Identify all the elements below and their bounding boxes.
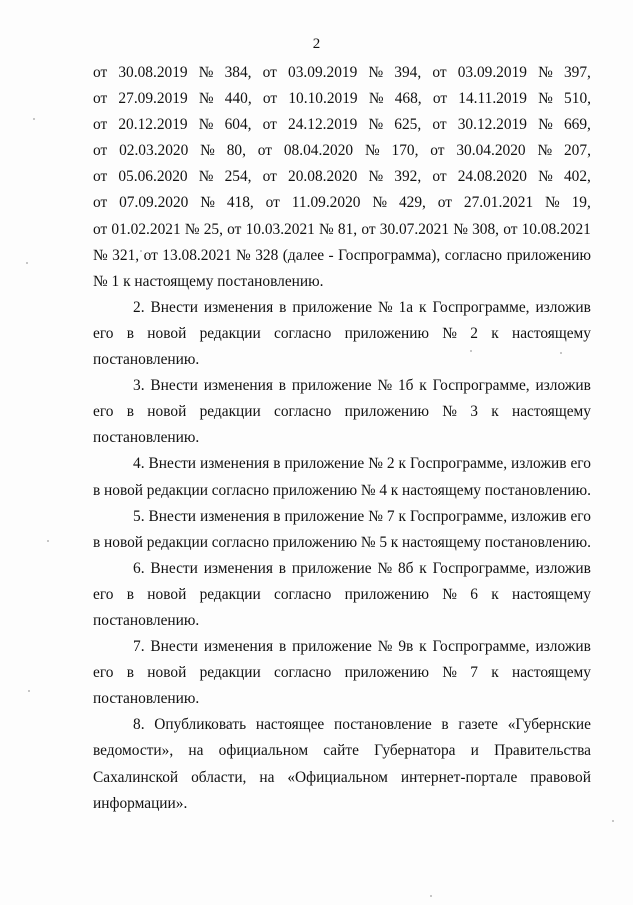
word: от [361, 220, 376, 238]
word: сайте [323, 742, 359, 760]
word: в [126, 585, 135, 603]
word: № [442, 664, 457, 682]
word: № [538, 116, 553, 134]
word: изменения [200, 507, 270, 525]
word: и [470, 742, 479, 760]
word: в [273, 507, 281, 525]
word: 05.06.2020 [118, 168, 188, 186]
word: 2 [470, 324, 478, 342]
item-line: постановлению. [93, 611, 200, 629]
item-line [93, 765, 591, 791]
word: к [419, 377, 427, 395]
word: в [93, 481, 101, 499]
word: его [570, 507, 591, 525]
word: Внести [150, 559, 198, 577]
word: 7. [133, 638, 145, 656]
word: приложение [284, 507, 365, 525]
word: № [368, 455, 383, 473]
word: в [278, 638, 287, 656]
word: 3. [133, 377, 145, 395]
word: на [259, 768, 275, 786]
word: редакции [199, 585, 261, 603]
word: № [377, 638, 393, 656]
word: 27.09.2019 [118, 90, 188, 108]
word: 20.12.2019 [118, 116, 188, 134]
word: к [419, 559, 427, 577]
word: от [265, 194, 280, 212]
word: изложив [535, 298, 591, 316]
word: на [188, 742, 204, 760]
word: приложению [506, 246, 591, 264]
word: 03.09.2019 [457, 64, 527, 81]
word: 81, [337, 220, 358, 238]
word: 254, [224, 168, 252, 186]
word: приложение [292, 298, 373, 316]
word: 6 [470, 585, 478, 603]
list-item [93, 295, 591, 373]
word: № [360, 481, 376, 499]
word: настоящему [511, 585, 591, 603]
item-line [93, 582, 591, 608]
word: 207, [563, 142, 591, 160]
word: согласно [211, 533, 270, 551]
item-line [93, 530, 591, 556]
item-line [93, 373, 591, 399]
word: согласно [211, 481, 270, 499]
word: приложение [291, 559, 372, 577]
word: постановлению. [484, 533, 591, 551]
word: от [262, 64, 277, 81]
scan-speck [140, 250, 142, 252]
word: 418, [226, 194, 254, 212]
word: в [93, 533, 101, 551]
word: в [441, 716, 449, 734]
word: Внести [148, 507, 197, 525]
word: Внести [150, 377, 198, 395]
word: Опубликовать [154, 716, 247, 734]
word: № [372, 194, 388, 212]
word: № [198, 64, 214, 81]
word: настоящему [511, 324, 591, 342]
word: № [538, 168, 553, 186]
word: 440, [224, 90, 252, 108]
word: 170, [391, 142, 419, 160]
word: 11.09.2020 [291, 194, 361, 212]
word: Внести [150, 638, 198, 656]
list-item [93, 373, 591, 451]
word: № [364, 142, 380, 160]
word: (далее [282, 246, 325, 264]
word: 20.08.2020 [288, 168, 358, 186]
word: новой [147, 324, 187, 342]
word: 30.08.2019 [118, 64, 188, 81]
word: от [432, 64, 447, 81]
word: 2. [133, 298, 145, 316]
word: от [257, 142, 273, 160]
word: № [200, 142, 215, 160]
word: изменения [203, 638, 274, 656]
word: 308, [472, 220, 500, 238]
word: от [437, 194, 452, 212]
item-line [93, 478, 591, 504]
word: 30.12.2019 [457, 116, 527, 134]
item-line [93, 712, 591, 738]
word: новой [147, 585, 187, 603]
word: в [126, 403, 135, 421]
word: Госпрограмма), [338, 246, 441, 264]
item-line: постановлению. [93, 690, 200, 708]
item-line [93, 738, 591, 764]
scan-speck [28, 690, 30, 692]
scan-speck [560, 352, 562, 354]
word: новой [147, 664, 187, 682]
word: в [279, 298, 287, 316]
word: изменения [203, 377, 273, 395]
word: 402, [563, 168, 591, 186]
word: редакции [199, 324, 261, 342]
word: 394, [394, 64, 422, 81]
scan-speck [47, 540, 49, 542]
item-line: постановлению. [93, 351, 200, 369]
word: его [93, 403, 114, 421]
word: Госпрограмме, [432, 298, 530, 316]
item-line [93, 321, 591, 347]
word: приложение [292, 638, 372, 656]
word: к [491, 324, 499, 342]
word: Госпрограмме, [432, 638, 530, 656]
word: Госпрограмме, [432, 559, 530, 577]
item-line: постановлению. [93, 429, 200, 447]
word: приложение [291, 377, 372, 395]
item-line [93, 504, 591, 530]
intro-line [93, 243, 591, 269]
word: его [93, 585, 114, 603]
word: № [360, 533, 376, 551]
item-line [93, 660, 591, 686]
item-8-paragraph [93, 712, 591, 816]
word: от [93, 64, 108, 81]
intro-line [93, 190, 591, 216]
word: 4 [379, 481, 388, 499]
word: 3 [470, 403, 478, 421]
word: от [262, 116, 277, 134]
word: приложению [272, 481, 358, 499]
list-item [93, 634, 591, 712]
page-number: 2 [312, 36, 321, 52]
word: настоящему [401, 533, 482, 551]
word: его [93, 664, 114, 682]
word: от [503, 220, 518, 238]
word: 13.08.2021 [162, 246, 232, 264]
word: настоящему [401, 481, 482, 499]
word: «Официальном [287, 768, 388, 786]
word: № [377, 559, 393, 577]
scan-speck [26, 262, 28, 264]
word: № [184, 220, 200, 238]
word: 24.12.2019 [288, 116, 358, 134]
word: № [236, 246, 251, 264]
word: изложив [535, 559, 591, 577]
word: «Губернские [507, 716, 591, 734]
word: 80, [226, 142, 246, 160]
word: Госпрограмме, [410, 455, 508, 473]
word: постановление [333, 716, 432, 734]
word: от [432, 116, 447, 134]
word: приложению [344, 324, 430, 342]
word: к [419, 298, 427, 316]
word: 7 [470, 664, 478, 682]
word: к [491, 664, 499, 682]
word: Внести [148, 455, 197, 473]
word: № [198, 168, 214, 186]
word: - [328, 246, 334, 264]
word: 321, [112, 246, 140, 264]
word: 30.04.2020 [456, 142, 526, 160]
word: № [442, 403, 457, 421]
word: изложив [535, 377, 591, 395]
word: № [453, 220, 468, 238]
word: № [368, 507, 383, 525]
word: № [538, 90, 553, 108]
word: редакции [146, 481, 208, 499]
word: от [227, 220, 242, 238]
word: 08.04.2020 [283, 142, 354, 160]
word: 02.03.2020 [119, 142, 189, 160]
word: 7 [386, 507, 395, 525]
word: приложению [344, 403, 430, 421]
word: № [442, 324, 457, 342]
intro-line [93, 86, 591, 112]
word: от [262, 90, 278, 108]
word: 30.07.2021 [379, 220, 450, 238]
word: приложение [284, 455, 365, 473]
word: 27.01.2021 [463, 194, 534, 212]
word: настоящее [255, 716, 325, 734]
word: изменения [203, 559, 273, 577]
word: № [377, 298, 393, 316]
word: № [93, 246, 108, 264]
word: 1а [398, 298, 414, 316]
word: 25, [203, 220, 223, 238]
word: № [537, 142, 553, 160]
word: редакции [146, 533, 208, 551]
word: 03.09.2019 [288, 64, 358, 81]
word: 2 [386, 455, 395, 473]
word: новой [147, 403, 187, 421]
word: к [419, 638, 427, 656]
word: к [390, 481, 399, 499]
word: от [93, 116, 108, 134]
word: 9в [398, 638, 414, 656]
word: его [570, 455, 591, 473]
word: от [93, 220, 108, 238]
word: приложению [344, 585, 430, 603]
word: настоящему [511, 664, 591, 682]
word: Губернатора [374, 742, 456, 760]
word: № [319, 220, 334, 238]
word: 4. [133, 455, 145, 473]
intro-line: № 1 к настоящему постановлению. [93, 272, 324, 290]
word: к [398, 455, 407, 473]
numbered-items [93, 295, 591, 713]
word: редакции [199, 403, 261, 421]
intro-line [93, 138, 591, 164]
item-line [93, 399, 591, 425]
word: от [143, 246, 158, 264]
word: от [432, 90, 448, 108]
word: в [126, 664, 135, 682]
word: № [198, 116, 214, 134]
word: 6. [133, 559, 145, 577]
word: 24.08.2020 [457, 168, 527, 186]
document-body [93, 60, 591, 817]
word: согласно [274, 664, 332, 682]
word: Госпрограмме, [410, 507, 508, 525]
word: 01.02.2021 [111, 220, 181, 238]
word: к [491, 585, 499, 603]
word: от [93, 194, 108, 212]
word: № [545, 194, 560, 212]
word: № [377, 377, 393, 395]
word: № [368, 64, 384, 81]
intro-line [93, 60, 591, 86]
word: в [126, 324, 135, 342]
word: от [262, 168, 277, 186]
word: 10.03.2021 [245, 220, 315, 238]
word: к [491, 403, 499, 421]
item-line [93, 451, 591, 477]
word: № [198, 90, 214, 108]
word: согласно [274, 403, 332, 421]
word: № [368, 168, 384, 186]
word: 10.10.2019 [288, 90, 358, 108]
word: 384, [224, 64, 252, 81]
word: газете [458, 716, 499, 734]
word: изложив [535, 638, 591, 656]
word: от [432, 168, 447, 186]
word: 625, [394, 116, 422, 134]
word: 392, [394, 168, 422, 186]
list-item [93, 451, 591, 503]
item-line: информации». [93, 794, 188, 812]
word: согласно [274, 324, 332, 342]
word: № [368, 116, 384, 134]
scan-speck [612, 820, 614, 822]
word: 468, [394, 90, 422, 108]
word: к [398, 507, 407, 525]
word: приложению [344, 664, 430, 682]
item-line [93, 634, 591, 660]
word: ведомости», [93, 742, 174, 760]
word: области, [191, 768, 247, 786]
word: 510, [564, 90, 591, 108]
word: Сахалинской [93, 768, 179, 786]
word: 10.08.2021 [521, 220, 591, 238]
word: изменения [203, 298, 274, 316]
word: от [93, 142, 108, 160]
word: в [278, 559, 287, 577]
word: интернет-портале [400, 768, 518, 786]
word: 14.11.2019 [458, 90, 527, 108]
word: новой [104, 481, 144, 499]
word: изменения [200, 455, 270, 473]
scan-speck [470, 350, 472, 352]
word: его [93, 324, 114, 342]
word: настоящему [511, 403, 591, 421]
intro-line [93, 112, 591, 138]
word: 8. [133, 716, 145, 734]
word: правовой [530, 768, 591, 786]
word: № [368, 90, 384, 108]
scan-speck [430, 895, 432, 897]
word: приложению [272, 533, 358, 551]
word: согласно [444, 246, 503, 264]
word: в [273, 455, 281, 473]
word: постановлению. [484, 481, 591, 499]
word: 604, [224, 116, 252, 134]
intro-paragraph [93, 60, 591, 295]
word: 07.09.2020 [119, 194, 189, 212]
word: от [93, 90, 108, 108]
word: 19, [571, 194, 591, 212]
word: официальном [218, 742, 309, 760]
word: 669, [563, 116, 591, 134]
word: к [390, 533, 399, 551]
word: 5. [133, 507, 145, 525]
word: № [200, 194, 215, 212]
word: 1б [397, 377, 414, 395]
word: новой [104, 533, 144, 551]
word: Внести [150, 298, 198, 316]
word: 8б [397, 559, 414, 577]
word: Правительства [494, 742, 591, 760]
word: 5 [379, 533, 388, 551]
list-item [93, 556, 591, 634]
scan-speck [33, 118, 35, 120]
word: согласно [274, 585, 332, 603]
word: 328 [255, 246, 279, 264]
word: в [278, 377, 287, 395]
word: № [538, 64, 553, 81]
word: № [442, 585, 457, 603]
word: редакции [199, 664, 261, 682]
word: изложив [511, 507, 567, 525]
word: от [93, 168, 108, 186]
item-line [93, 295, 591, 321]
item-line [93, 556, 591, 582]
word: изложив [511, 455, 567, 473]
list-item [93, 504, 591, 556]
intro-line [93, 164, 591, 190]
word: 397, [563, 64, 591, 81]
word: от [430, 142, 445, 160]
word: Госпрограмме, [432, 377, 530, 395]
word: 429, [398, 194, 426, 212]
intro-line [93, 217, 591, 243]
